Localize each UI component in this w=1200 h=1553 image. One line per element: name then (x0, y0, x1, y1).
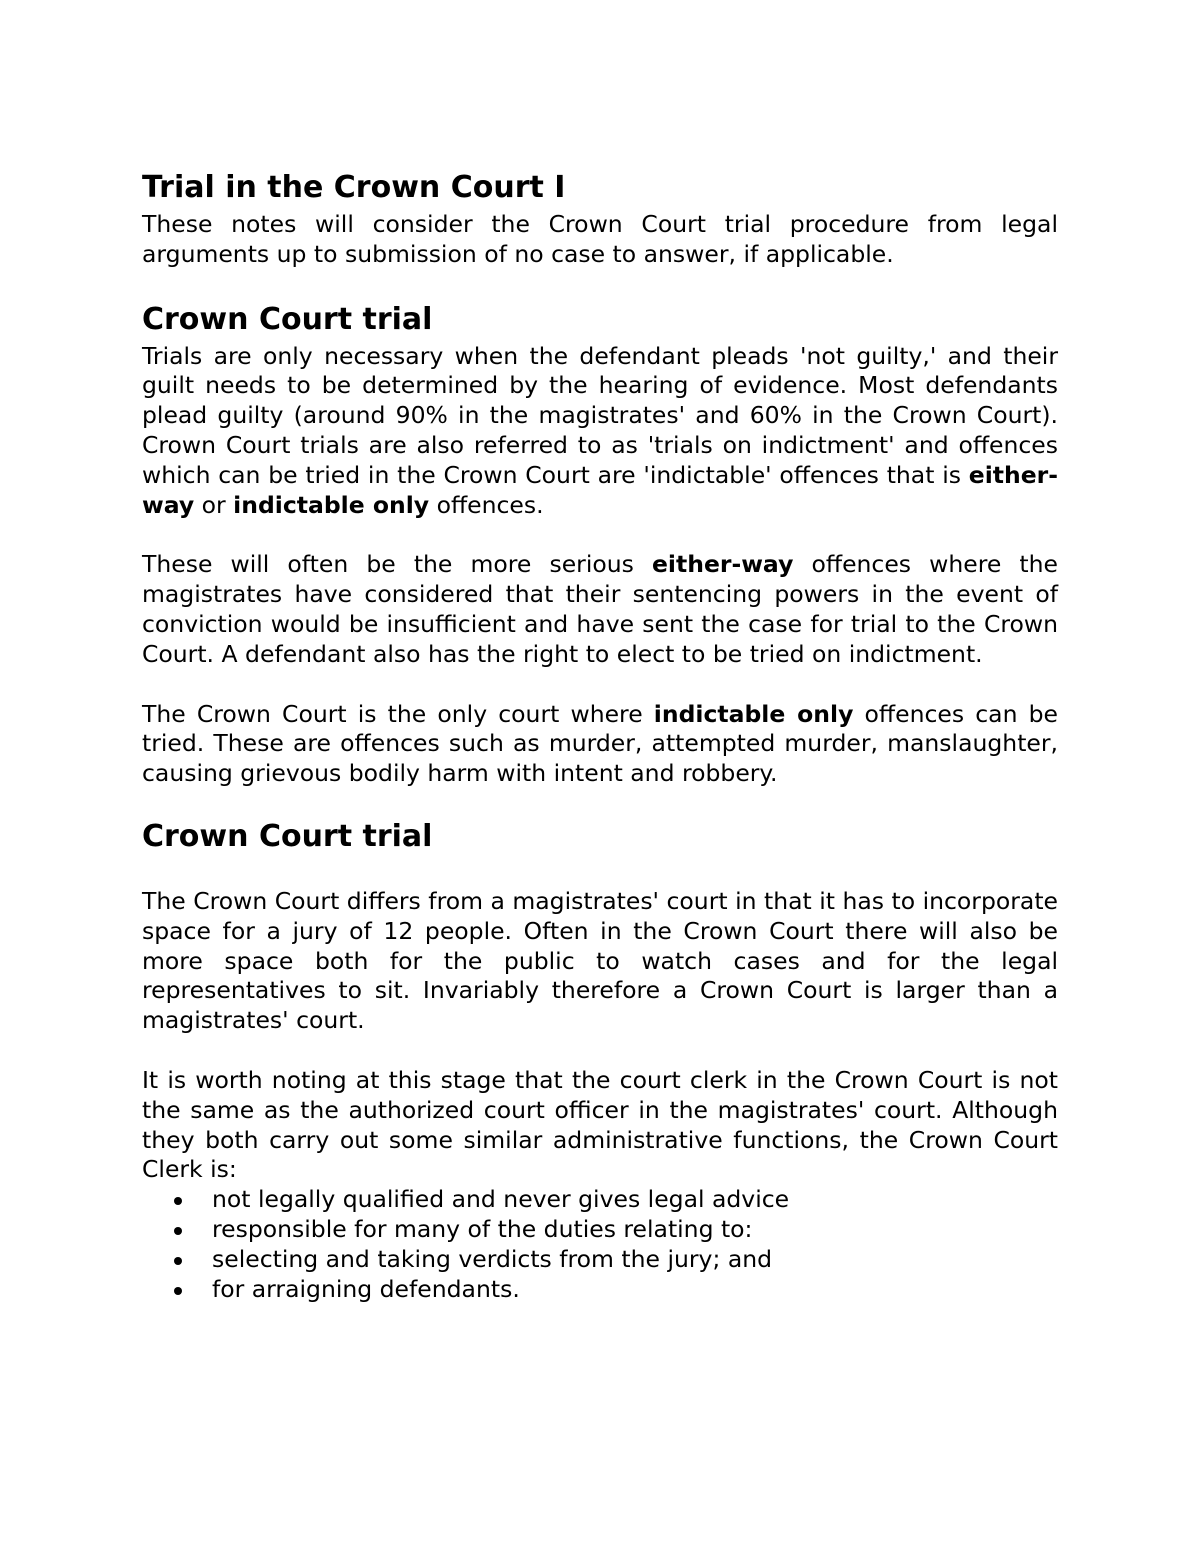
bullet-icon (174, 1287, 182, 1295)
text-run: These will often be the more serious (142, 550, 652, 579)
list-item-text: responsible for many of the duties relating to: (212, 1214, 753, 1243)
list-item (142, 1185, 1058, 1215)
bold-term-either-way: either-way (651, 550, 794, 579)
section1-paragraph-1 (142, 342, 1058, 521)
section2-paragraph-2: It is worth noting at this stage that the court clerk in the Crown Court is not the same as the authorized court officer in the magistrates' court. Although they both carry out some similar administrative functions, the Crown Court Clerk is: (142, 1065, 1058, 1184)
bullet-icon (174, 1197, 182, 1205)
document-page (142, 168, 1058, 1304)
list-item (142, 1215, 1058, 1245)
text-run: or (194, 490, 234, 519)
text-run: The Crown Court is the only court where (142, 699, 654, 728)
text-run: Trials are only necessary when the defendant pleads 'not guilty,' and their guilt needs to be determined by the hearing of evidence. Most defendants plead guilty (around 90% in the magistrates' and 60% in the Crown Court). Crown Court trials are also referred to as 'trials on indictment' and offences which can be tried in the Crown Court are 'indictable' offences that is (142, 341, 1058, 489)
section1-paragraph-3 (142, 700, 1058, 789)
bold-term-either-way: either-way (142, 460, 1058, 519)
text-run: offences where the magistrates have considered that their sentencing powers in the event of conviction would be insufficient and have sent the case for trial to the Crown Court. A defendant also has the right to elect to be tried on indictment. (142, 550, 1058, 668)
bullet-icon (174, 1227, 182, 1235)
section-heading-crown-court-trial-2: Crown Court trial (142, 818, 433, 854)
text-run: offences can be tried. These are offences such as murder, attempted murder, manslaughter, causing grievous bodily harm with intent and robbery. (142, 699, 1058, 788)
list-item (142, 1275, 1058, 1305)
list-item-text: selecting and taking verdicts from the jury; and (212, 1244, 773, 1273)
list-item-text: for arraigning defendants. (212, 1274, 520, 1303)
bullet-icon (174, 1257, 182, 1265)
list-item (142, 1245, 1058, 1275)
bold-term-indictable-only: indictable only (233, 490, 430, 519)
intro-paragraph: These notes will consider the Crown Court trial procedure from legal arguments up to submission of no case to answer, if applicable. (142, 210, 1058, 268)
section-heading-crown-court-trial-1: Crown Court trial (142, 301, 433, 337)
list-item-text: not legally qualified and never gives legal advice (212, 1185, 790, 1214)
section1-paragraph-2 (142, 550, 1058, 669)
document-title: Trial in the Crown Court I (142, 170, 566, 205)
text-run: offences. (429, 490, 544, 519)
bold-term-indictable-only: indictable only (653, 699, 854, 728)
section2-paragraph-1: The Crown Court differs from a magistrates' court in that it has to incorporate space for a jury of 12 people. Often in the Crown Court there will also be more space both for the public to watch cases and for the legal representatives to sit. Invariably therefore a Crown Court is larger than a magistrates' court. (142, 886, 1058, 1035)
clerk-duties-list (142, 1185, 1058, 1304)
